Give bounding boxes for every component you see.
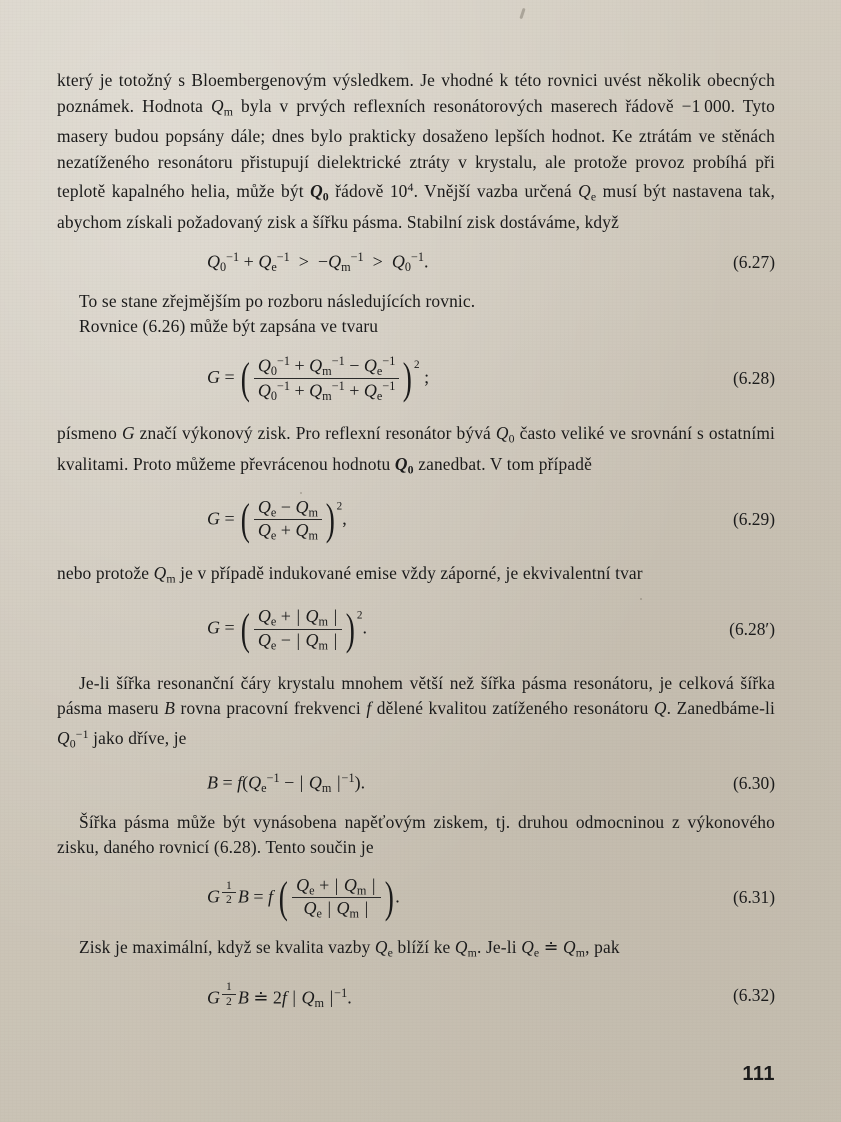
equation-number: (6.30) [732, 772, 775, 793]
paragraph-1: který je totožný s Bloembergenovým výsledkem. Je vhodné k této rovnici uvést několik obecných poznámek. Hodnota $Q_m$ byla v prvých reflexních resonátorových maserech řádově −1 000. Tyto masery budou popsány dále; dnes bylo prakticky dosaženo lepších hodnot. Ke ztrátám ve stěnách nezatíženého resonátoru přistupují dielektrické ztráty v krystalu, ale protože provoz probíhá při teplotě kapalného helia, může být $Q_0$ řádově $10^4$. Vnější vazba určená $Q_e$ musí být nastavena tak, abychom získali požadovaný zisk a šířku pásma. Stabilní zisk dostáváme, když [57, 70, 775, 233]
equation-number: (6.28) [732, 367, 775, 388]
equation-number: (6.31) [732, 887, 775, 908]
equation-6-32 [57, 980, 775, 1011]
paragraph-5: nebo protože $Q_m$ je v případě indukované emise vždy záporné, je ekvivalentní tvar [57, 563, 643, 586]
paragraph-7: Šířka pásma může být vynásobena napěťovým ziskem, tj. druhou odmocninou z výkonového zisku, daného rovnicí (6.28). Tento součin je [57, 811, 775, 857]
equation-number: (6.27) [732, 251, 775, 272]
equation-6-31-body: G $^{\frac{1}{2}}$ B = f ( $\frac{Q_e + | Q_m |}{Q_e | Q_m |}$ ). [207, 873, 400, 923]
equation-6-29-body: G = ( $\frac{Q_e - Q_m}{Q_e + Q_m}$ ) $^2$, [207, 495, 347, 545]
page-content [57, 68, 775, 1011]
paragraph-2: To se stane zřejmějším po rozboru následujících rovnic. [79, 290, 476, 311]
equation-number: (6.28′) [729, 618, 775, 639]
equation-6-27-body: $Q_0^{-1} + Q_e^{-1} > -Q_m^{-1} > Q_0^{-1}$. [207, 249, 429, 274]
paragraph-3: Rovnice (6.26) může být zapsána ve tvaru [79, 316, 379, 337]
paragraph-8: Zisk je maximální, když se kvalita vazby $Q_e$ blíží ke $Q_m$. Je-li $Q_e$ ≐ $Q_m$, pak [79, 937, 620, 960]
equation-6-32-body: G $^{\frac{1}{2}}$ B ≐ 2f | $Q_m$ $|^{-1}$. [207, 980, 352, 1010]
equation-6-27 [57, 250, 775, 275]
equation-6-31 [57, 875, 775, 922]
equation-6-28-body: G = ( $\frac{Q_0^{-1} + Q_m^{-1} - Q_e^{-1}}{Q_0^{-1} + Q_m^{-1} + Q_e^{-1}}$ ) $^2$ ; [207, 353, 430, 403]
equation-6-30-body: $B = f(Q_e^{-1}$ − | $Q_m$ $|^{-1}$). [207, 770, 366, 795]
page-number: 111 [742, 1063, 775, 1085]
equation-6-29 [57, 497, 775, 544]
equation-6-28-prime-body: G = ( $\frac{Q_e + | Q_m |}{Q_e - | Q_m |}$ ) $^2$. [207, 604, 367, 654]
equation-number: (6.32) [732, 984, 775, 1005]
equation-6-30 [57, 771, 775, 796]
paragraph-4: písmeno G značí výkonový zisk. Pro reflexní resonátor bývá $Q_0$ často veliké ve srovnání s ostatními kvalitami. Proto můžeme převrácenou hodnotu $Q_0$ zanedbat. V tom případě [57, 422, 775, 477]
paper-speck [519, 8, 525, 19]
equation-6-28 [57, 354, 775, 403]
equation-6-28-prime [57, 606, 775, 653]
equation-number: (6.29) [732, 509, 775, 530]
paragraph-6: Je-li šířka resonanční čáry krystalu mnohem větší než šířka pásma resonátoru, je celková šířka pásma maseru B rovna pracovní frekvenci f dělené kvalitou zatíženého resonátoru Q. Zanedbáme-li $Q_0^{-1}$ jako dříve, je [57, 672, 775, 751]
